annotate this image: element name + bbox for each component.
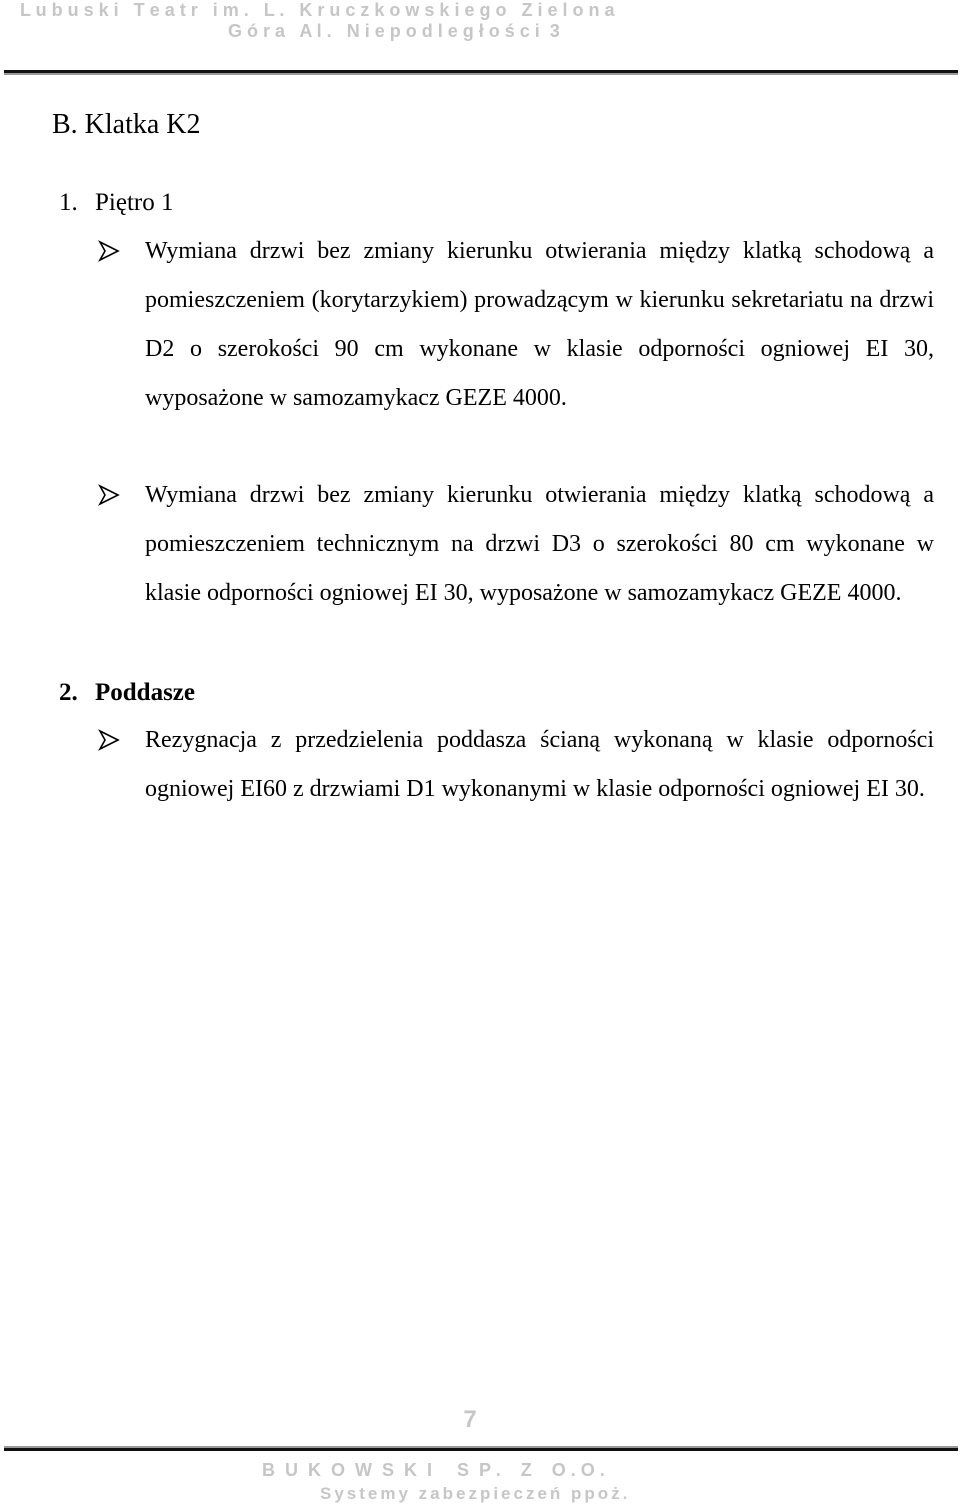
arrowhead-bullet-icon (97, 728, 121, 752)
list-item-text: Wymiana drzwi bez zmiany kierunku otwierania między klatką schodową a pomieszczeniem technicznym na drzwi D3 o szerokości 80 cm wykonane w klasie odporności ogniowej EI 30, wyposażone w samozamykacz GEZE 4000. (145, 482, 934, 606)
header-line-1: L u b u s k i T e a t r i m . L . K r u c z k o w s k i e g o Z i e l o n a (20, 0, 615, 20)
section-number: 1. (59, 189, 78, 216)
header-line-2: G ó r a A l . N i e p o d l e g ł o ś c i 3 (228, 21, 560, 41)
footer-tagline: Systemy zabezpieczeń ppoż. (320, 1484, 631, 1503)
footer-company-name: B U K O W S K I S P . Z O . O . (262, 1460, 605, 1480)
header-rule (4, 70, 958, 75)
section-number: 2. (59, 679, 78, 706)
section-title: Poddasze (95, 679, 195, 706)
arrowhead-bullet-icon (97, 239, 121, 263)
page-number: 7 (463, 1406, 477, 1433)
page-title: B. Klatka K2 (52, 109, 201, 140)
section-heading-1 (59, 188, 173, 218)
section-heading-2 (59, 678, 195, 708)
footer-rule (4, 1446, 958, 1451)
list-item-text: Wymiana drzwi bez zmiany kierunku otwierania między klatką schodową a pomieszczeniem (korytarzykiem) prowadzącym w kierunku sekretariatu na drzwi D2 o szerokości 90 cm wykonane w klasie odporności ogniowej EI 30, wyposażone w samozamykacz GEZE 4000. (145, 238, 934, 411)
arrowhead-bullet-icon (97, 483, 121, 507)
section-title: Piętro 1 (95, 189, 174, 216)
list-item-text: Rezygnacja z przedzielenia poddasza ścianą wykonaną w klasie odporności ogniowej EI60 z drzwiami D1 wykonanymi w klasie odporności ogniowej EI 30. (145, 727, 934, 802)
